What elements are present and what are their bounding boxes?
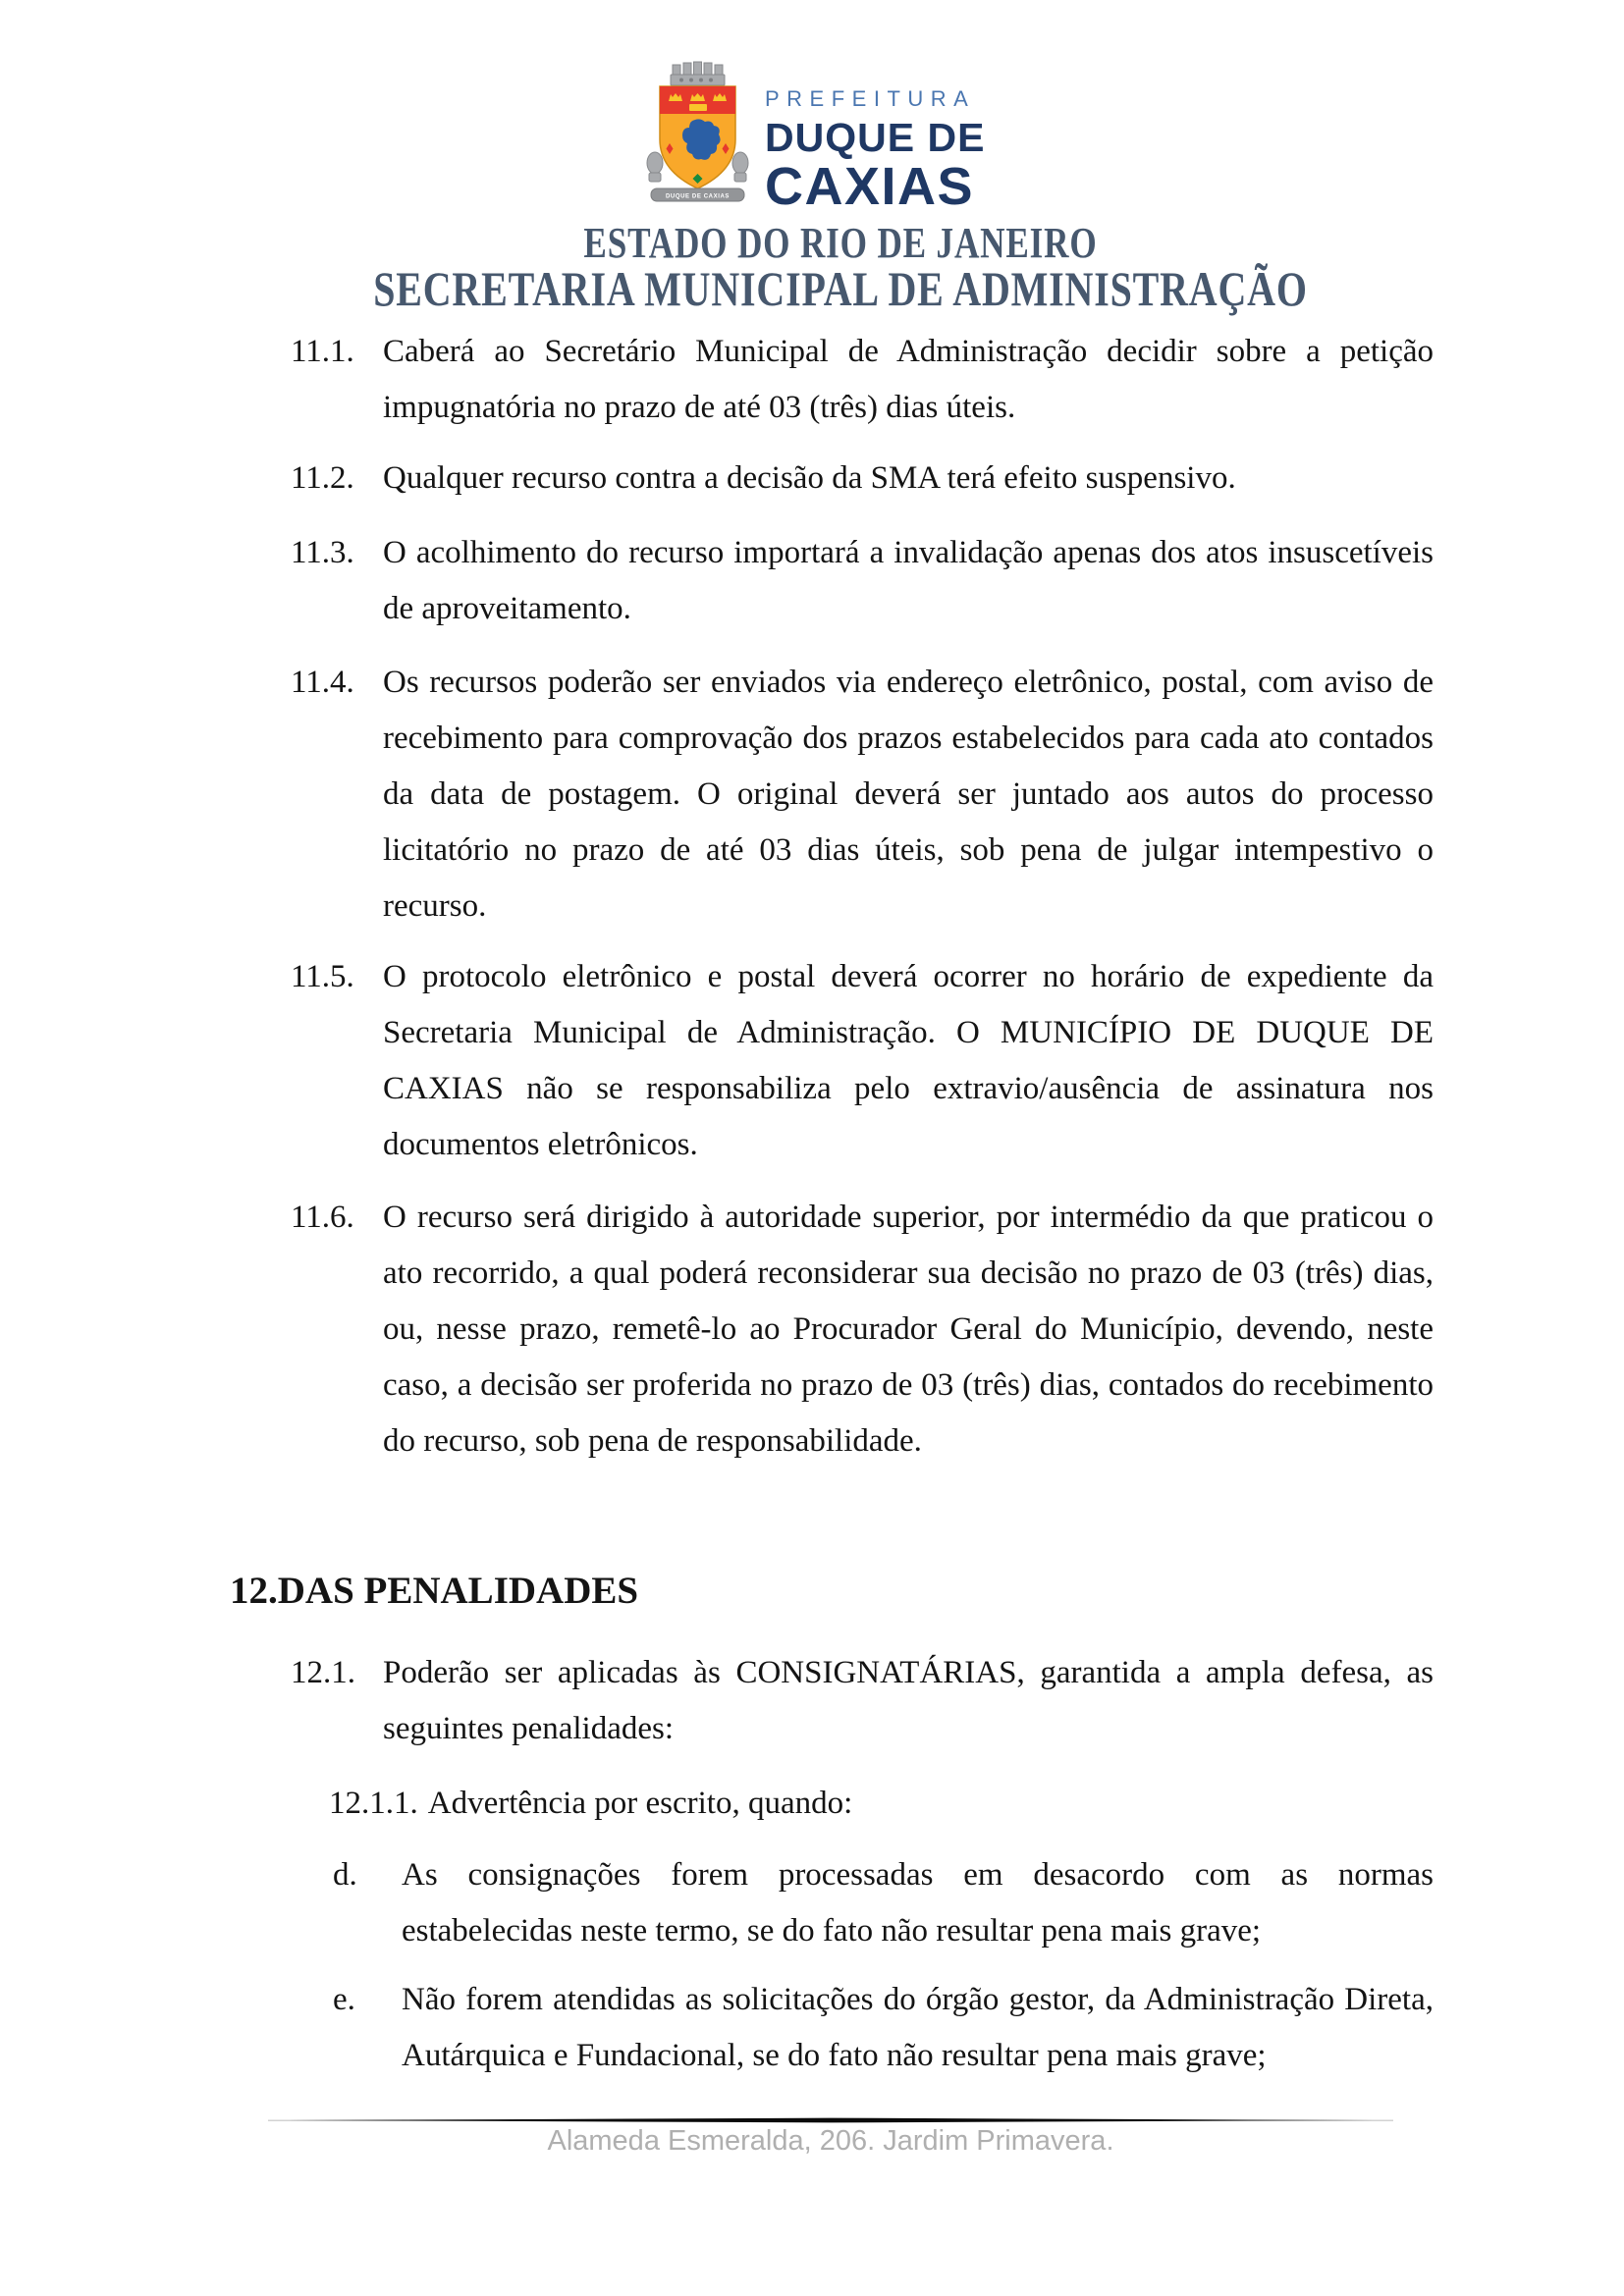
clause-number: 11.3.	[291, 535, 354, 570]
clause-text: Qualquer recurso contra a decisão da SMA terá efeito suspensivo.	[383, 460, 1236, 496]
clause-item-11-4	[291, 655, 1434, 934]
logo-text	[765, 57, 986, 217]
clause-item-11-2	[291, 451, 1434, 507]
logo-ribbon-text: DUQUE DE CAXIAS	[665, 193, 731, 200]
clause-item-12-1	[291, 1645, 1434, 1757]
clause-item-11-3	[291, 525, 1434, 637]
clause-text: Advertência por escrito, quando:	[427, 1786, 853, 1821]
clause-text: O protocolo eletrônico e postal deverá ocorrer no horário de expediente da Secretaria Municipal de Administração. O MUNICÍPIO DE DUQUE DE CAXIAS não se responsabiliza pelo extravio/ausência de assinatura nos documentos eletrônicos.	[383, 959, 1434, 1162]
clause-item-11-1	[291, 324, 1434, 436]
footer-divider	[268, 2110, 1393, 2116]
logo-prefeitura-label: PREFEITURA	[765, 86, 976, 111]
logo-city-line1: DUQUE DE	[765, 115, 986, 160]
clause-number: 11.6.	[291, 1200, 354, 1235]
clause-item-12-1-1	[329, 1776, 852, 1832]
clause-item-d	[333, 1847, 1434, 1959]
coat-of-arms-icon	[646, 57, 749, 202]
logo	[646, 57, 986, 217]
clause-text: Poderão ser aplicadas às CONSIGNATÁRIAS, garantida a ampla defesa, as seguintes penalidades:	[383, 1655, 1434, 1746]
footer-address: Alameda Esmeralda, 206. Jardim Primavera.	[547, 2125, 1114, 2157]
clause-number: 11.4.	[291, 665, 354, 700]
clause-text: O recurso será dirigido à autoridade superior, por intermédio da que praticou o ato recorrido, a qual poderá reconsiderar sua decisão no prazo de 03 (três) dias, ou, nesse prazo, remetê-lo ao Procurador Geral do Município, devendo, neste caso, a decisão ser proferida no prazo de 03 (três) dias, contados do recebimento do recurso, sob pena de responsabilidade.	[383, 1200, 1434, 1459]
logo-city-line2: CAXIAS	[765, 157, 975, 217]
clause-number: 11.1.	[291, 334, 354, 369]
clause-number: 12.1.	[291, 1655, 355, 1690]
clause-text: Caberá ao Secretário Municipal de Administração decidir sobre a petição impugnatória no prazo de até 03 (três) dias úteis.	[383, 334, 1434, 425]
clause-number: 11.2.	[291, 460, 354, 496]
clause-number: 11.5.	[291, 959, 354, 994]
clause-text: Os recursos poderão ser enviados via endereço eletrônico, postal, com aviso de recebimento para comprovação dos prazos estabelecidos para cada ato contados da data de postagem. O original deverá ser juntado aos autos do processo licitatório no prazo de até 03 dias úteis, sob pena de julgar intempestivo o recurso.	[383, 665, 1434, 924]
section-heading: 12.DAS PENALIDADES	[230, 1570, 639, 1612]
clause-text: O acolhimento do recurso importará a invalidação apenas dos atos insuscetíveis de aproveitamento.	[383, 535, 1434, 626]
clause-text: As consignações forem processadas em desacordo com as normas estabelecidas neste termo, se do fato não resultar pena mais grave;	[402, 1857, 1434, 1949]
clause-letter: e.	[333, 1982, 355, 2017]
letterhead-line1: ESTADO DO RIO DE JANEIRO	[583, 219, 1098, 267]
clause-item-11-6	[291, 1190, 1434, 1469]
clause-text: Não forem atendidas as solicitações do órgão gestor, da Administração Direta, Autárquica e Fundacional, se do fato não resultar pena mais grave;	[402, 1982, 1434, 2073]
clause-number: 12.1.1.	[329, 1786, 418, 1821]
letterhead-line2: SECRETARIA MUNICIPAL DE ADMINISTRAÇÃO	[373, 261, 1308, 316]
clause-item-e	[333, 1972, 1434, 2084]
clause-item-11-5	[291, 949, 1434, 1173]
clause-letter: d.	[333, 1857, 357, 1893]
